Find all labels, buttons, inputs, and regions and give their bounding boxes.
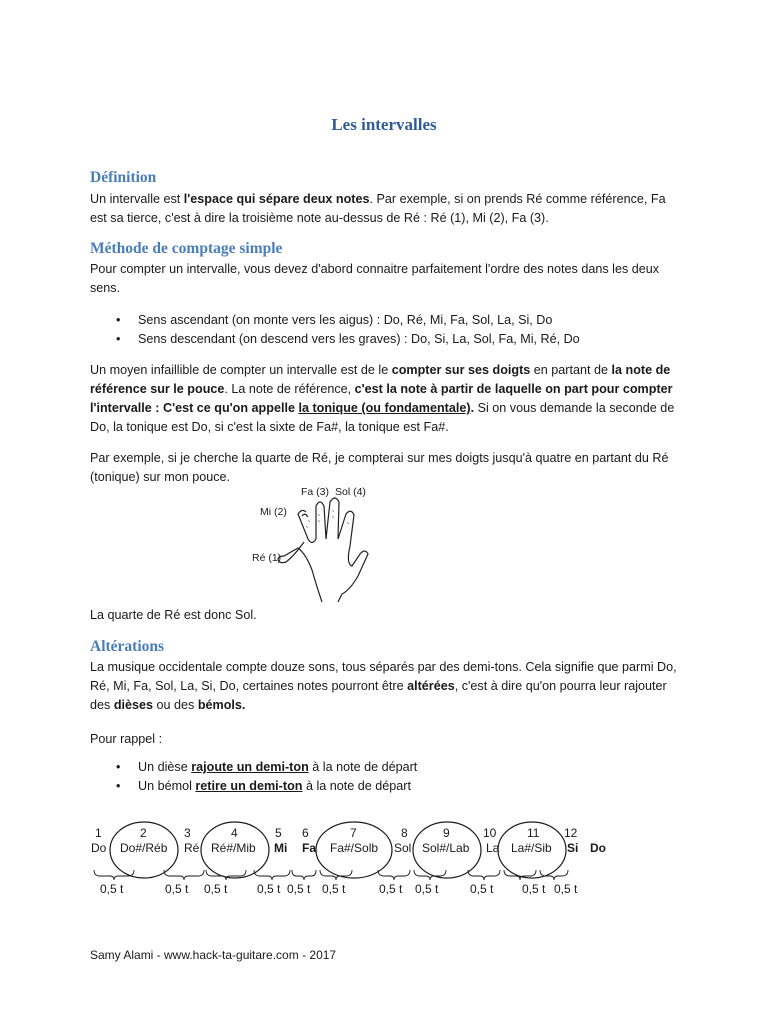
rappel-paragraph: Pour rappel :	[90, 732, 163, 746]
bold-text: l'espace qui sépare deux notes	[183, 192, 370, 206]
scale-note: La#/Sib	[511, 841, 552, 855]
half-tone-label: 0,5 t	[100, 882, 124, 896]
text: Un dièse	[138, 760, 192, 774]
methode-paragraph-3: Par exemple, si je cherche la quarte de Ré, je compterai sur mes doigts jusqu'à quatre en partant du Ré (tonique) sur mon pouce.	[90, 451, 669, 484]
list-item: • Sens ascendant (on monte vers les aigus) : Do, Ré, Mi, Fa, Sol, La, Si, Do	[90, 311, 680, 330]
scale-number: 12	[564, 826, 578, 840]
bold-text: bémols.	[197, 698, 246, 712]
scale-note: Mi	[274, 841, 288, 855]
scale-number: 2	[140, 826, 147, 840]
text: La musique occidentale compte douze sons, tous séparés par des demi-tons. Cela signifie que parmi Do, Ré, Mi, Fa, Sol, La, Si, Do, certaines notes pourront être	[90, 660, 677, 693]
text: Un intervalle est	[90, 192, 184, 206]
bold-text: c'est la note à partir de laquelle on part pour compter l'intervalle : C'est ce qu'on appelle	[90, 382, 673, 415]
text: Un moyen infaillible de compter un intervalle est de le	[90, 363, 392, 377]
label-sol: Sol (4)	[335, 486, 366, 498]
underlined-bold-text: la tonique (ou fondamentale)	[298, 401, 471, 415]
scale-number: 1	[95, 826, 102, 840]
text: , c'est à dire qu'on pourra leur rajouter des	[90, 679, 667, 712]
scale-note: Ré	[184, 841, 200, 855]
half-tone-label: 0,5 t	[257, 882, 281, 896]
underlined-bold-text: rajoute un demi-ton	[191, 760, 309, 774]
label-mi: Mi (2)	[260, 506, 287, 518]
scale-number: 5	[275, 826, 282, 840]
scale-note: Fa#/Solb	[330, 841, 379, 855]
half-tone-label: 0,5 t	[204, 882, 228, 896]
scale-number: 11	[527, 826, 540, 840]
half-tone-label: 0,5 t	[165, 882, 189, 896]
list-item	[90, 777, 680, 796]
scale-note: Si	[567, 841, 579, 855]
list-item	[90, 758, 680, 777]
chromatic-scale-diagram	[88, 820, 628, 900]
text: . La note de référence,	[224, 382, 355, 396]
scale-number: 6	[302, 826, 309, 840]
methode-paragraph-2	[90, 361, 680, 437]
methode-intro: Pour compter un intervalle, vous devez d'abord connaitre parfaitement l'ordre des notes dans les deux sens.	[90, 262, 660, 295]
scale-number: 7	[350, 826, 357, 840]
half-tone-label: 0,5 t	[415, 882, 439, 896]
text: Un bémol	[138, 779, 196, 793]
bold-text: .	[470, 401, 475, 415]
label-re: Ré (1)	[252, 552, 282, 564]
bold-text: la note de référence sur le pouce	[90, 363, 671, 396]
bold-text: dièses	[113, 698, 154, 712]
scale-number: 10	[483, 826, 497, 840]
scale-number: 9	[443, 826, 450, 840]
page-footer: Samy Alami - www.hack-ta-guitare.com - 2017	[90, 948, 337, 962]
text: à la note de départ	[302, 779, 411, 793]
alterations-paragraph	[90, 658, 680, 715]
half-tone-label: 0,5 t	[322, 882, 346, 896]
page-title: Les intervalles	[331, 115, 437, 134]
scale-note: Do	[91, 841, 107, 855]
scale-note: Do	[590, 841, 606, 855]
conclusion-paragraph: La quarte de Ré est donc Sol.	[90, 608, 257, 622]
bold-text: compter sur ses doigts	[391, 363, 531, 377]
half-tone-label: 0,5 t	[554, 882, 578, 896]
scale-note: La	[486, 841, 500, 855]
scale-note: Do#/Réb	[120, 841, 168, 855]
underlined-bold-text: retire un demi-ton	[195, 779, 303, 793]
scale-note: Sol	[394, 841, 412, 855]
list-item: • Sens descendant (on descend vers les graves) : Do, Si, La, Sol, Fa, Mi, Ré, Do	[90, 330, 680, 349]
rappel-list	[90, 758, 680, 796]
text: à la note de départ	[308, 760, 418, 774]
scale-note: Sol#/Lab	[422, 841, 470, 855]
bold-text: altérées	[407, 679, 455, 693]
half-tone-label: 0,5 t	[470, 882, 494, 896]
scale-number: 3	[184, 826, 191, 840]
hand-drawing	[250, 484, 450, 604]
half-tone-label: 0,5 t	[379, 882, 403, 896]
text: ou des	[153, 698, 198, 712]
scale-number: 4	[231, 826, 238, 840]
text: . Par exemple, si on prends Ré comme référence, Fa est sa tierce, c'est à dire la troisième note au-dessus de Ré : Ré (1), Mi (2), Fa (3).	[90, 192, 666, 225]
half-tone-label: 0,5 t	[522, 882, 546, 896]
heading-methode: Méthode de comptage simple	[90, 240, 283, 257]
text: en partant de	[530, 363, 612, 377]
scale-number: 8	[401, 826, 408, 840]
heading-definition: Définition	[90, 169, 157, 186]
text: Si on vous demande la seconde de Do, la tonique est Do, si c'est la sixte de Fa#, la tonique est Fa#.	[90, 401, 675, 434]
definition-paragraph	[90, 190, 680, 228]
label-fa: Fa (3)	[301, 486, 330, 498]
scale-note: Ré#/Mib	[211, 841, 256, 855]
heading-alterations: Altérations	[90, 638, 165, 655]
half-tone-label: 0,5 t	[287, 882, 311, 896]
sens-list	[90, 311, 680, 349]
scale-note: Fa	[302, 841, 317, 855]
hand-illustration	[250, 484, 450, 604]
